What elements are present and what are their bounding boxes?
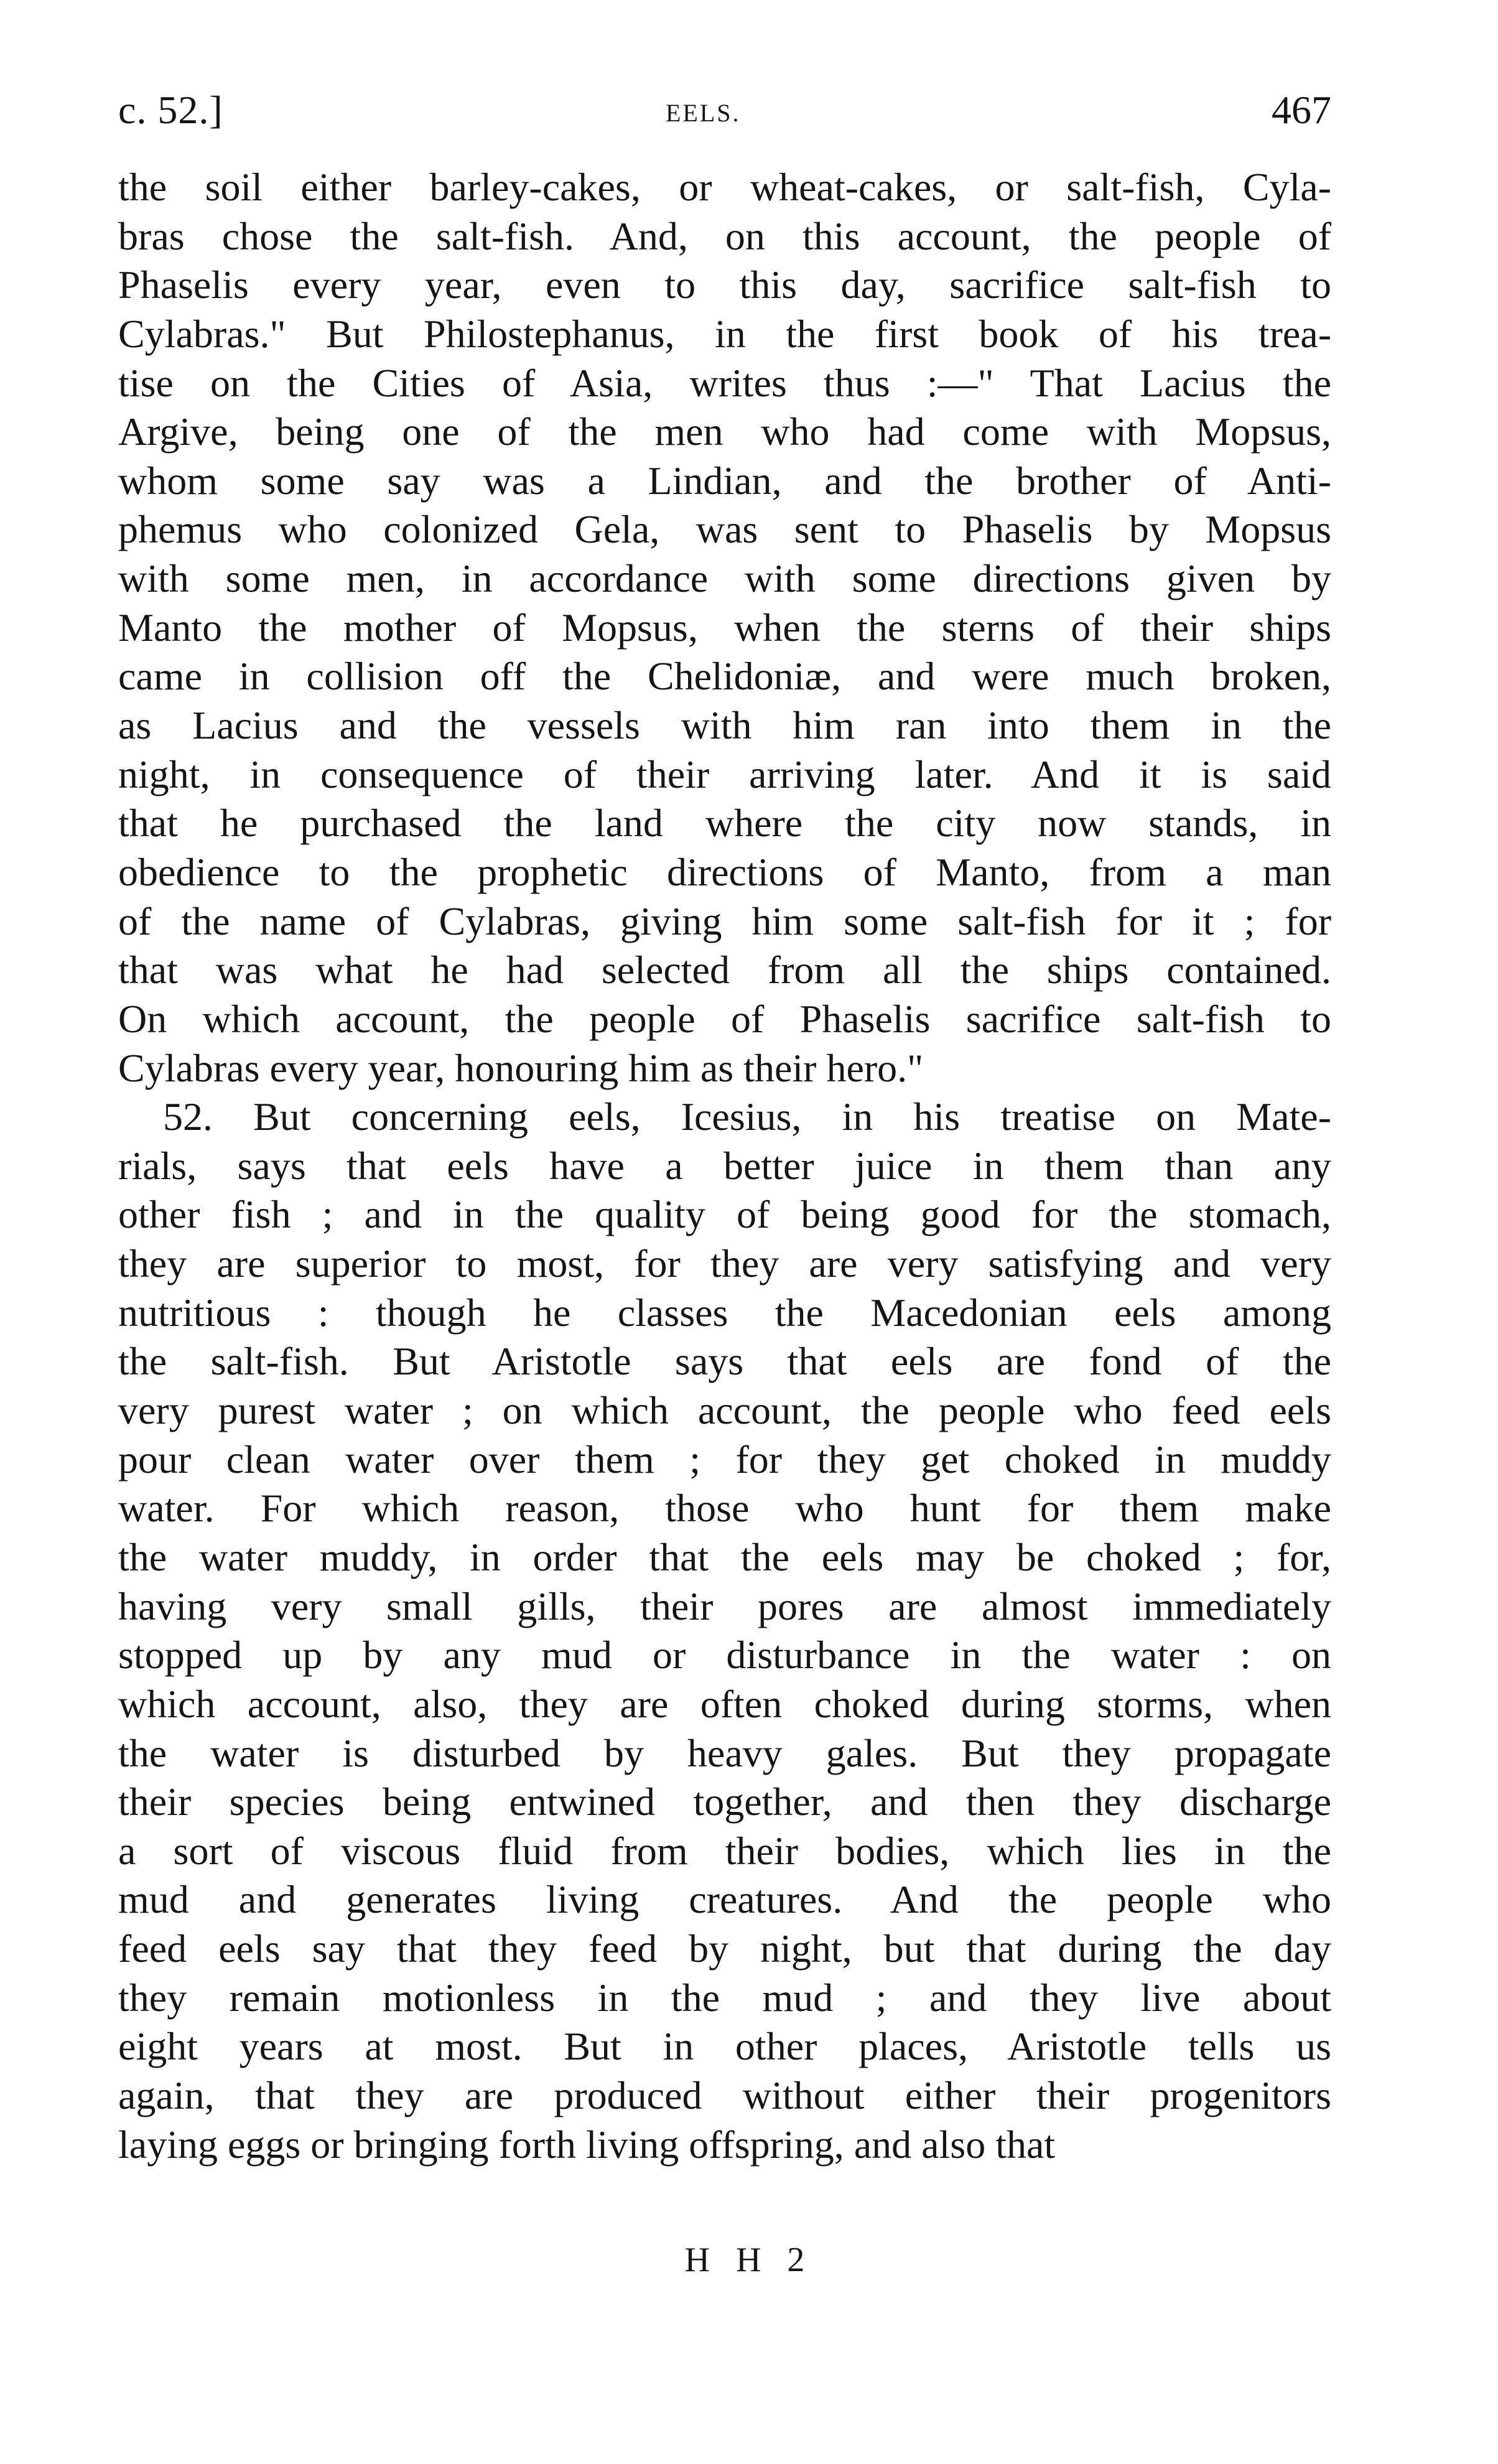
- text-line: the water muddy, in order that the eels may be choked ; for,: [118, 1534, 1331, 1579]
- text-line: that was what he had selected from all the ships contained.: [118, 948, 1331, 992]
- text-line: eight years at most. But in other places, Aristotle tells us: [118, 2024, 1331, 2069]
- text-line: Argive, being one of the men who had come with Mopsus,: [118, 409, 1331, 454]
- text-line: bras chose the salt-fish. And, on this account, the people of: [118, 213, 1331, 258]
- text-line: the water is disturbed by heavy gales. But they propagate: [118, 1730, 1331, 1775]
- text-line: water. For which reason, those who hunt for them make: [118, 1486, 1331, 1531]
- text-line: which account, also, they are often choked during storms, when: [118, 1681, 1331, 1726]
- text-line: obedience to the prophetic directions of Manto, from a man: [118, 849, 1331, 894]
- text-line: laying eggs or bringing forth living offspring, and also that: [118, 2122, 1056, 2167]
- text-line: whom some say was a Lindian, and the brother of Anti-: [118, 458, 1331, 503]
- text-line: phemus who colonized Gela, was sent to Phaselis by Mopsus: [118, 507, 1331, 552]
- text-line: Cylabras." But Philostephanus, in the first book of his trea-: [118, 311, 1331, 356]
- text-line: 52. But concerning eels, Icesius, in his treatise on Mate-: [163, 1094, 1331, 1139]
- text-line: Cylabras every year, honouring him as their hero.": [118, 1045, 924, 1090]
- text-line: stopped up by any mud or disturbance in the water : on: [118, 1633, 1331, 1678]
- text-line: tise on the Cities of Asia, writes thus :—" That Lacius the: [118, 360, 1331, 405]
- text-line: they remain motionless in the mud ; and they live about: [118, 1975, 1331, 2020]
- text-line: night, in consequence of their arriving later. And it is said: [118, 752, 1331, 796]
- text-line: the salt-fish. But Aristotle says that eels are fond of the: [118, 1339, 1331, 1384]
- text-line: a sort of viscous fluid from their bodies, which lies in the: [118, 1828, 1331, 1873]
- text-line: their species being entwined together, and then they discharge: [118, 1780, 1331, 1824]
- text-line: mud and generates living creatures. And the people who: [118, 1877, 1331, 1922]
- text-line: rials, says that eels have a better juice in them than any: [118, 1143, 1331, 1188]
- text-line: again, that they are produced without either their progenitors: [118, 2073, 1331, 2117]
- text-line: the soil either barley-cakes, or wheat-cakes, or salt-fish, Cyla-: [118, 165, 1331, 209]
- text-line: that he purchased the land where the city now stands, in: [118, 801, 1331, 846]
- text-line: of the name of Cylabras, giving him some salt-fish for it ; for: [118, 898, 1331, 943]
- text-line: very purest water ; on which account, the people who feed eels: [118, 1388, 1331, 1433]
- text-line: On which account, the people of Phaselis sacrifice salt-fish to: [118, 996, 1331, 1041]
- text-line: having very small gills, their pores are almost immediately: [118, 1584, 1331, 1628]
- running-title: EELS.: [666, 99, 741, 127]
- signature-mark: H H 2: [684, 2241, 814, 2279]
- text-line: feed eels say that they feed by night, but that during the day: [118, 1926, 1331, 1971]
- body-text: [118, 163, 1331, 2169]
- text-line: other fish ; and in the quality of being good for the stomach,: [118, 1192, 1331, 1237]
- page-number: 467: [1272, 88, 1331, 132]
- text-line: pour clean water over them ; for they get choked in muddy: [118, 1437, 1331, 1482]
- text-line: with some men, in accordance with some directions given by: [118, 556, 1331, 601]
- text-line: they are superior to most, for they are very satisfying and very: [118, 1241, 1331, 1286]
- running-head: [118, 87, 1331, 143]
- text-line: as Lacius and the vessels with him ran into them in the: [118, 703, 1331, 748]
- text-line: Manto the mother of Mopsus, when the sterns of their ships: [118, 605, 1331, 650]
- text-line: Phaselis every year, even to this day, sacrifice salt-fish to: [118, 263, 1331, 307]
- chapter-reference: c. 52.]: [118, 88, 223, 132]
- text-line: nutritious : though he classes the Macedonian eels among: [118, 1290, 1331, 1335]
- text-line: came in collision off the Chelidoniæ, and were much broken,: [118, 654, 1331, 699]
